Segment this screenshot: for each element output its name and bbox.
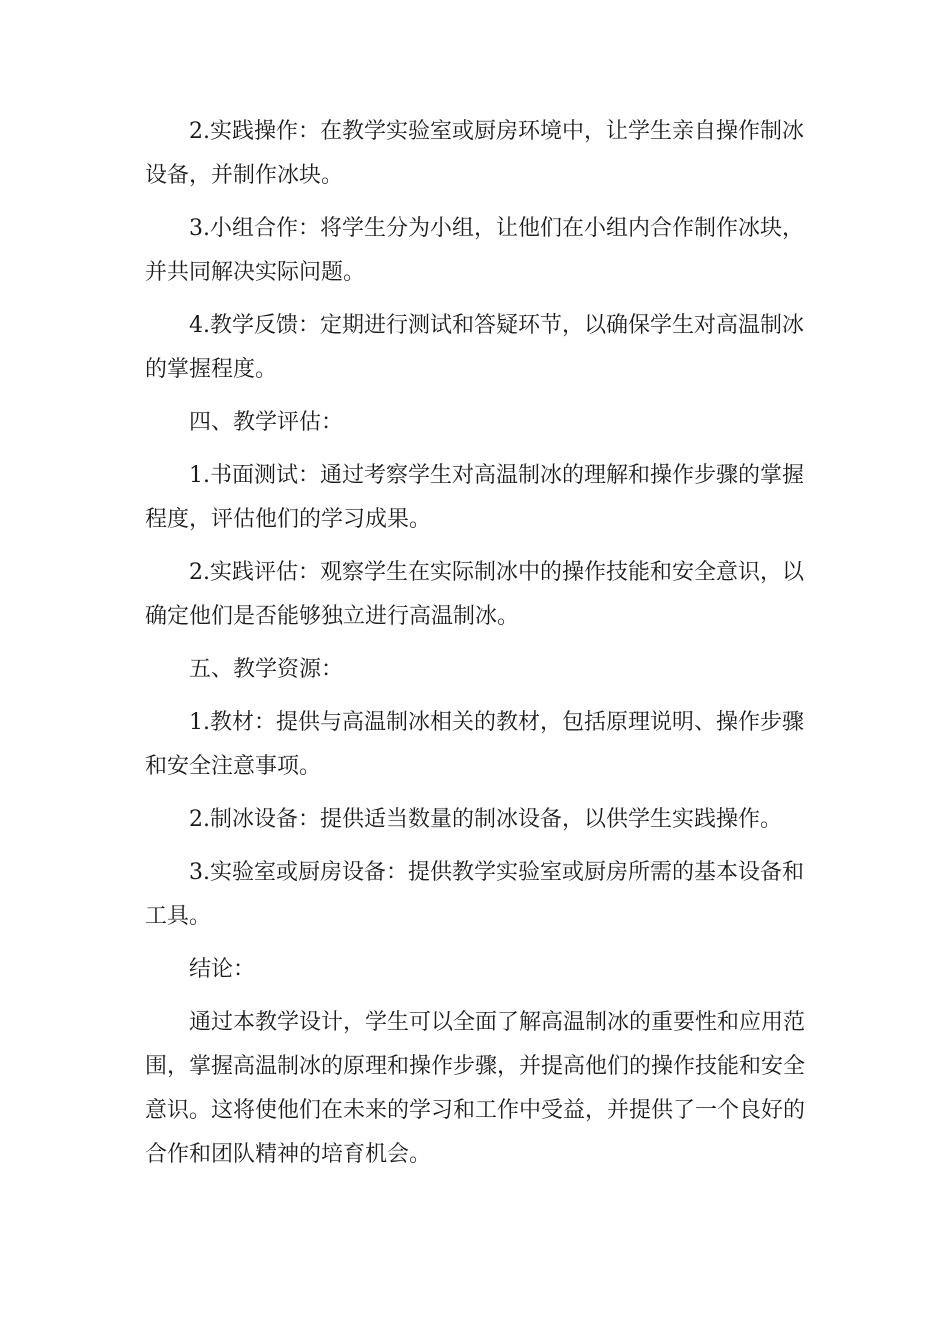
paragraph-written-test: 1.书面测试：通过考察学生对高温制冰的理解和操作步骤的掌握程度，评估他们的学习成果。	[145, 463, 804, 532]
paragraph-group-work: 3.小组合作：将学生分为小组，让他们在小组内合作制作冰块，并共同解决实际问题。	[145, 216, 804, 285]
paragraph-lab-equipment: 3.实验室或厨房设备：提供教学实验室或厨房所需的基本设备和工具。	[145, 860, 804, 929]
section-heading-resources: 五、教学资源：	[189, 657, 344, 682]
paragraph-conclusion: 通过本教学设计，学生可以全面了解高温制冰的重要性和应用范围，掌握高温制冰的原理和操作步骤，并提高他们的操作技能和安全意识。这将使他们在未来的学习和工作中受益，并提供了一个良好的合作和团队精神的培育机会。	[145, 1010, 806, 1167]
paragraph-ice-equipment: 2.制冰设备：提供适当数量的制冰设备，以供学生实践操作。	[189, 807, 782, 832]
section-heading-conclusion: 结论：	[189, 957, 256, 982]
document-body	[145, 110, 805, 1186]
section-heading-evaluation: 四、教学评估：	[189, 410, 344, 435]
paragraph-practice: 2.实践操作：在教学实验室或厨房环境中，让学生亲自操作制冰设备，并制作冰块。	[145, 119, 804, 188]
paragraph-practice-evaluation: 2.实践评估：观察学生在实际制冰中的操作技能和安全意识，以确定他们是否能够独立进行高温制冰。	[145, 560, 804, 629]
paragraph-textbook: 1.教材：提供与高温制冰相关的教材，包括原理说明、操作步骤和安全注意事项。	[145, 710, 804, 779]
paragraph-feedback: 4.教学反馈：定期进行测试和答疑环节，以确保学生对高温制冰的掌握程度。	[145, 313, 804, 382]
